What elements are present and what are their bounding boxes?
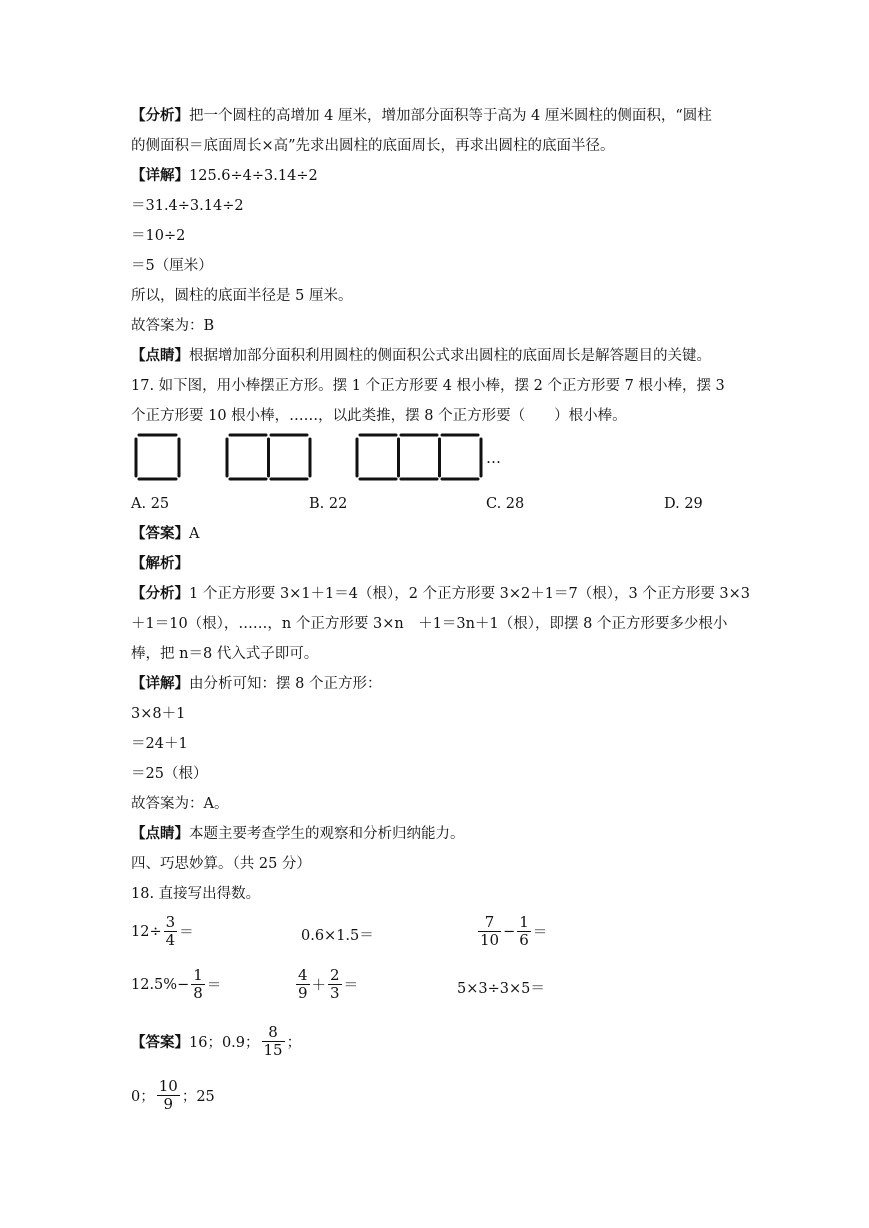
question-18: 18. 直接写出得数。 bbox=[131, 886, 261, 902]
detail-17-line-3: ＝24＋1 bbox=[131, 736, 188, 752]
matchstick-figure bbox=[130, 430, 530, 486]
exercise-1: 12÷ $\frac{3}{4}$ ＝ bbox=[131, 913, 194, 949]
conclusion-line: 所以，圆柱的底面半径是 5 厘米。 bbox=[131, 288, 353, 304]
detail-line-4: ＝5（厘米） bbox=[131, 258, 213, 274]
option-a: A. 25 bbox=[131, 496, 170, 512]
question-17-line-2: 个正方形要 10 根小棒，……，以此类推，摆 8 个正方形要（ ）根小棒。 bbox=[131, 408, 627, 424]
detail-17-line-2: 3×8＋1 bbox=[131, 706, 186, 722]
comment-line: 【点睛】根据增加部分面积利用圆柱的侧面积公式求出圆柱的底面周长是解答题目的关键。 bbox=[131, 347, 711, 364]
fraction: $\frac{3}{4}$ bbox=[165, 913, 176, 949]
question-17-line-1: 17. 如下图，用小棒摆正方形。摆 1 个正方形要 4 根小棒，摆 2 个正方形要 7 根小棒，摆 3 bbox=[131, 378, 725, 394]
answer-18-line-1: 【答案】 16；0.9； $\frac{8}{15}$ ； bbox=[131, 1023, 302, 1059]
analysis-line-2: 的侧面积＝底面周长×高”先求出圆柱的底面周长，再求出圆柱的底面半径。 bbox=[131, 138, 615, 154]
comment-17: 【点睛】本题主要考查学生的观察和分析归纳能力。 bbox=[131, 825, 465, 842]
exercise-5: $\frac{4}{9}$ ＋ $\frac{2}{3}$ ＝ bbox=[298, 966, 359, 1002]
detail-line-3: ＝10÷2 bbox=[131, 228, 186, 244]
option-c: C. 28 bbox=[486, 496, 525, 512]
exercise-2: 0.6×1.5＝ bbox=[301, 928, 374, 944]
analysis-line-1: 【分析】把一个圆柱的高增加 4 厘米，增加部分面积等于高为 4 厘米圆柱的侧面积，“圆柱 bbox=[131, 107, 712, 124]
answer-17-final: 故答案为：A。 bbox=[131, 796, 229, 812]
fraction: $\frac{8}{15}$ bbox=[263, 1023, 283, 1059]
answer-line: 故答案为：B bbox=[131, 318, 215, 334]
analysis-17-line-3: 棒，把 n＝8 代入式子即可。 bbox=[131, 646, 319, 662]
figure-ellipsis: … bbox=[486, 449, 501, 467]
detail-17-line-4: ＝25（根） bbox=[131, 766, 208, 782]
answer-17: 【答案】A bbox=[131, 525, 200, 542]
detail-line-1: 【详解】125.6÷4÷3.14÷2 bbox=[131, 167, 318, 184]
detail-line-2: ＝31.4÷3.14÷2 bbox=[131, 198, 244, 214]
fraction: $\frac{10}{9}$ bbox=[158, 1077, 178, 1113]
exercise-4: 12.5%− $\frac{1}{8}$ ＝ bbox=[131, 966, 222, 1002]
option-d: D. 29 bbox=[664, 496, 703, 512]
fraction: $\frac{2}{3}$ bbox=[330, 966, 340, 1002]
option-b: B. 22 bbox=[309, 496, 348, 512]
analysis-17-line-1: 【分析】1 个正方形要 3×1＋1＝4（根），2 个正方形要 3×2＋1＝7（根），3 个正方形要 3×3 bbox=[131, 585, 751, 602]
fraction: $\frac{1}{8}$ bbox=[193, 966, 203, 1002]
fraction: $\frac{1}{6}$ bbox=[519, 913, 529, 949]
answer-18-line-2: 0； $\frac{10}{9}$ ；25 bbox=[131, 1077, 215, 1113]
explanation-17: 【解析】 bbox=[131, 555, 189, 572]
detail-17-line-1: 【详解】由分析可知：摆 8 个正方形： bbox=[131, 675, 382, 692]
exercise-6: 5×3÷3×5＝ bbox=[457, 981, 545, 997]
fraction: $\frac{4}{9}$ bbox=[298, 966, 308, 1002]
analysis-17-line-2: ＋1＝10（根），……，n 个正方形要 3×n ＋1＝3n＋1（根），即摆 8 个正方形要多少根小 bbox=[131, 616, 728, 632]
exercise-3: $\frac{7}{10}$ − $\frac{1}{6}$ ＝ bbox=[480, 913, 548, 949]
fraction: $\frac{7}{10}$ bbox=[480, 913, 500, 949]
section-4-title: 四、巧思妙算。（共 25 分） bbox=[131, 856, 311, 872]
